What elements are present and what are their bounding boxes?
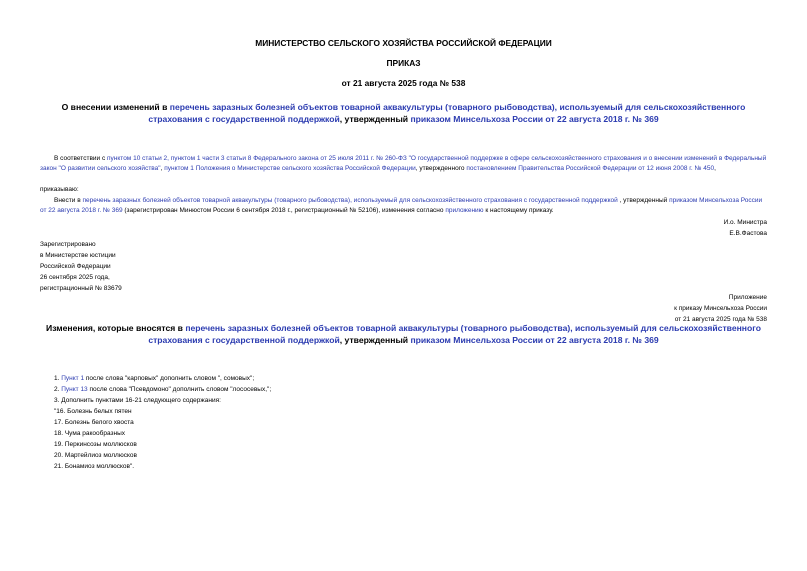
change-2-link-punkt-13[interactable]: Пункт 13 — [61, 386, 88, 393]
preamble-link-regulation[interactable]: пунктом 1 Положения о Министерстве сельского хозяйства Российской Федерации — [164, 165, 416, 173]
new-item-16: "16. Болезнь белых пятен — [54, 408, 132, 415]
preamble-text-1: В соответствии с — [54, 155, 108, 162]
body-link-order-369[interactable]: приказом Минсельхоза России от 22 августа 2018 г. № 369 — [40, 197, 763, 215]
appendix-title-text-1: Изменения, которые вносятся в — [46, 323, 186, 333]
change-item-1 — [54, 375, 254, 382]
appendix-ref: к приказу Минсельхоза России — [674, 305, 767, 312]
preamble-text-2: , — [160, 165, 165, 173]
appendix-title — [40, 323, 767, 346]
change-item-2 — [54, 386, 271, 393]
title-text-1: О внесении изменений в — [61, 102, 170, 112]
preamble-link-resolution-450[interactable]: постановлением Правительства Российской Федерации от 12 июня 2008 г. № 450 — [466, 165, 715, 173]
new-item-21: 21. Бонамиоз моллюсков". — [54, 463, 135, 470]
title-link-order-369[interactable]: приказом Минсельхоза России от 22 августа 2018 г. № 369 — [410, 113, 659, 124]
appendix-title-text-2: , утвержденный — [339, 334, 411, 345]
registration-line-3: Российской Федерации — [40, 263, 111, 270]
change-item-3: 3. Дополнить пунктами 16-21 следующего содержания: — [54, 397, 221, 404]
new-item-18: 18. Чума ракообразных — [54, 430, 125, 437]
registration-line-4: 26 сентября 2025 года, — [40, 274, 110, 281]
appendix-title-link-order-369[interactable]: приказом Минсельхоза России от 22 августа 2018 г. № 369 — [410, 334, 659, 345]
change-1-link-punkt-1[interactable]: Пункт 1 — [61, 375, 85, 382]
new-item-20: 20. Мартейлиоз моллюсков — [54, 452, 137, 459]
document-title — [40, 102, 767, 125]
ministry-heading: МИНИСТЕРСТВО СЕЛЬСКОГО ХОЗЯЙСТВА РОССИЙСКОЙ ФЕДЕРАЦИИ — [255, 38, 552, 48]
body-text-4: к настоящему приказу. — [483, 207, 554, 215]
appendix-title-link-list[interactable]: перечень заразных болезней объектов товарной аквакультуры (товарного рыбоводства), используемый для сельскохозяйственного страхования с государственной поддержкой — [148, 323, 761, 345]
order-word: приказываю: — [40, 186, 79, 193]
body-text-1: Внести в — [54, 197, 83, 204]
new-item-19: 19. Перкинсозы моллюсков — [54, 441, 137, 448]
appendix-date: от 21 августа 2025 года № 538 — [674, 316, 767, 323]
registration-line-1: Зарегистрировано — [40, 241, 96, 248]
change-2-number: 2. — [54, 386, 62, 393]
change-1-text: после слова "карповых" дополнить словом ", сомовых"; — [84, 375, 255, 382]
body-paragraph — [40, 196, 770, 217]
title-link-list[interactable]: перечень заразных болезней объектов товарной аквакультуры (товарного рыбоводства), используемый для сельскохозяйственного страхования с государственной поддержкой — [148, 102, 746, 124]
new-item-17: 17. Болезнь белого хвоста — [54, 419, 134, 426]
registration-line-5: регистрационный № 83679 — [40, 285, 122, 292]
order-heading: ПРИКАЗ — [386, 58, 421, 68]
change-1-number: 1. — [54, 375, 62, 382]
body-text-2: , утвержденный — [617, 197, 670, 204]
appendix-label: Приложение — [728, 294, 767, 301]
signature-name: Е.В.Фастова — [729, 230, 767, 237]
body-link-appendix[interactable]: приложению — [445, 207, 484, 215]
body-link-list[interactable]: перечень заразных болезней объектов товарной аквакультуры (товарного рыбоводства), используемый для сельскохозяйственного страхования с государственной поддержкой — [82, 197, 618, 204]
title-text-2: , утвержденный — [339, 113, 411, 124]
order-date-number: от 21 августа 2025 года № 538 — [341, 78, 466, 88]
preamble-text-3: , утвержденного — [415, 165, 467, 173]
preamble-link-law-260fz[interactable]: пунктом 10 статьи 2, пунктом 1 части 3 статьи 8 Федерального закона от 25 июля 2011 г. № 260-ФЗ "О государственной поддержке в сфере сельскохозяйственного страхования и о внесении изменений в Федеральный закон "О развитии сельского хозяйства" — [40, 155, 767, 173]
signature-position: И.о. Министра — [723, 219, 767, 226]
preamble-paragraph — [40, 154, 770, 175]
preamble-text-4: , — [714, 165, 716, 173]
change-2-text: после слова "Псевдомоно" дополнить словом "лососевых,"; — [87, 386, 272, 393]
body-text-3: (зарегистрирован Минюстом России 6 сентября 2018 г., регистрационный № 52106), изменения согласно — [122, 207, 446, 215]
registration-line-2: в Министерстве юстиции — [40, 252, 116, 259]
